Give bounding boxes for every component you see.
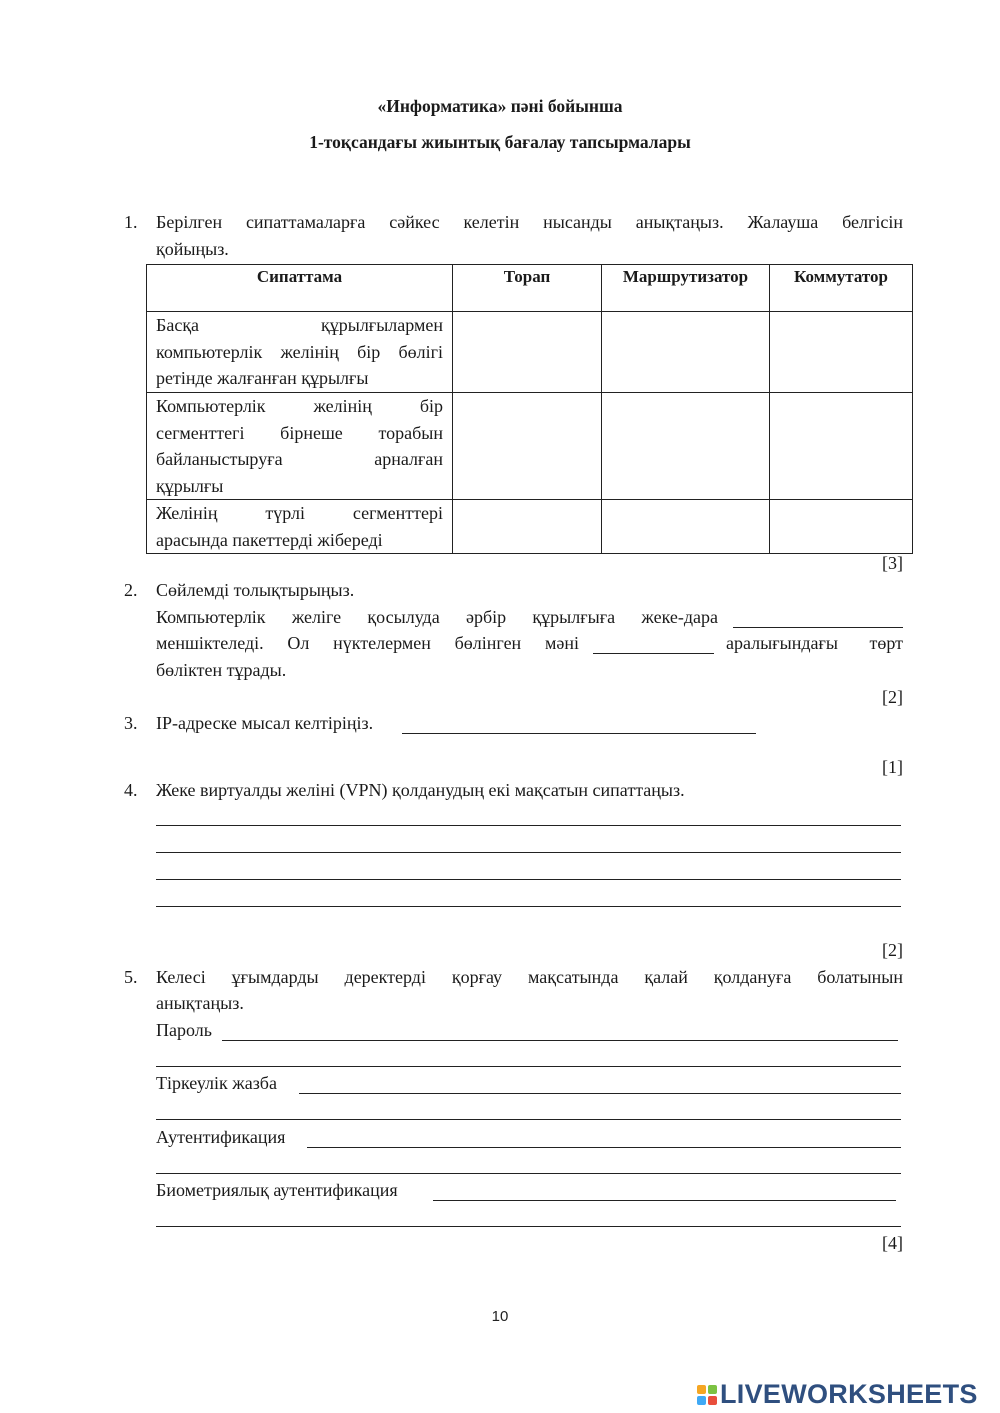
logo-square-4 [708, 1396, 717, 1405]
logo-square-1 [697, 1385, 706, 1394]
row2-line4: құрылғы [156, 475, 224, 496]
col-header-switch: Коммутатор [770, 265, 913, 312]
row3-line1: Желінің түрлі сегменттері [156, 503, 443, 523]
liveworksheets-logo-icon [697, 1385, 717, 1405]
q3-text: IP-адреске мысал келтіріңіз. [156, 713, 374, 733]
row2-line3: байланыстыруға арналған [156, 449, 443, 469]
liveworksheets-brand-text: LIVEWORKSHEETS [720, 1379, 978, 1409]
liveworksheets-logo [697, 1379, 978, 1410]
q2-line3a: меншіктеледі. Ол нүктелермен бөлінген мәні [156, 633, 579, 653]
table-row [147, 312, 913, 393]
q2-score: [2] [882, 687, 903, 707]
q4-answer-line-4[interactable] [156, 906, 901, 907]
row2-router-checkbox[interactable] [602, 393, 770, 500]
row1-router-checkbox[interactable] [602, 312, 770, 393]
row2-node-checkbox[interactable] [453, 393, 602, 500]
q3-score: [1] [882, 757, 903, 777]
q2-line4: бөліктен тұрады. [156, 660, 287, 680]
row1-line1: Басқа құрылғылармен [156, 315, 443, 335]
page-title-line1: «Информатика» пәні бойынша [377, 96, 623, 116]
row1-line3: ретінде жалғанған құрылғы [156, 368, 369, 388]
q5-item-account: Тіркеулік жазба [156, 1073, 277, 1093]
col-header-router: Маршрутизатор [602, 265, 770, 312]
q1-table [146, 264, 913, 554]
q4-answer-line-2[interactable] [156, 852, 901, 853]
col-header-description: Сипаттама [147, 265, 453, 312]
row2-description [147, 393, 453, 500]
q1-text-line2: қойыңыз. [156, 239, 229, 259]
q2-line1: Сөйлемді толықтырыңыз. [156, 580, 355, 600]
q4-answer-line-3[interactable] [156, 879, 901, 880]
q5-text-line2: анықтаңыз. [156, 993, 244, 1013]
q5-biometric-line-1[interactable] [433, 1200, 896, 1201]
row3-switch-checkbox[interactable] [770, 500, 913, 554]
q4-number: 4. [124, 780, 138, 800]
row1-line2: компьютерлік желінің бір бөлігі [156, 341, 443, 362]
logo-square-2 [708, 1385, 717, 1394]
q2-blank-1[interactable] [733, 627, 903, 628]
q3-number: 3. [124, 713, 138, 733]
q5-item-authentication: Аутентификация [156, 1127, 286, 1147]
q2-blank-2[interactable] [593, 653, 714, 654]
q2-line3b: аралығындағы төрт [726, 633, 903, 653]
row2-line2: сегменттегі бірнеше торабын [156, 422, 443, 443]
row1-description [147, 312, 453, 393]
q5-number: 5. [124, 967, 138, 987]
q4-text: Жеке виртуалды желіні (VPN) қолданудың екі мақсатын сипаттаңыз. [156, 780, 685, 800]
q5-account-line-1[interactable] [299, 1093, 901, 1094]
row3-line2: арасында пакеттерді жібереді [156, 529, 383, 550]
page-number: 10 [491, 1308, 509, 1325]
q5-authentication-line-1[interactable] [307, 1147, 901, 1148]
q2-line2: Компьютерлік желіге қосылуда әрбір құрылғыға жеке-дара [156, 607, 718, 627]
q5-score: [4] [882, 1233, 903, 1253]
q5-authentication-line-2[interactable] [156, 1173, 901, 1174]
q1-text-line1: Берілген сипаттамаларға сәйкес келетін нысанды анықтаңыз. Жалауша белгісін [156, 212, 903, 232]
row3-description [147, 500, 453, 554]
q2-number: 2. [124, 580, 138, 600]
row2-line1: Компьютерлік желінің бір [156, 396, 443, 416]
col-header-node: Торап [453, 265, 602, 312]
q3-answer-line[interactable] [402, 733, 756, 734]
page-title-line2: 1-тоқсандағы жиынтық бағалау тапсырмалары [309, 132, 691, 152]
q5-item-password: Пароль [156, 1020, 212, 1040]
table-row [147, 500, 913, 554]
row3-node-checkbox[interactable] [453, 500, 602, 554]
logo-square-3 [697, 1396, 706, 1405]
q4-answer-line-1[interactable] [156, 825, 901, 826]
q5-biometric-line-2[interactable] [156, 1226, 901, 1227]
row2-switch-checkbox[interactable] [770, 393, 913, 500]
q5-item-biometric: Биометриялық аутентификация [156, 1180, 398, 1200]
q5-account-line-2[interactable] [156, 1119, 901, 1120]
q5-password-line-2[interactable] [156, 1066, 901, 1067]
row1-switch-checkbox[interactable] [770, 312, 913, 393]
row1-node-checkbox[interactable] [453, 312, 602, 393]
q1-score: [3] [882, 553, 903, 573]
q5-password-line-1[interactable] [222, 1040, 898, 1041]
q5-text-line1: Келесі ұғымдарды деректерді қорғау мақсатында қалай қолдануға болатынын [156, 967, 903, 987]
row3-router-checkbox[interactable] [602, 500, 770, 554]
q1-number: 1. [124, 212, 138, 232]
q4-score: [2] [882, 940, 903, 960]
table-row [147, 393, 913, 500]
